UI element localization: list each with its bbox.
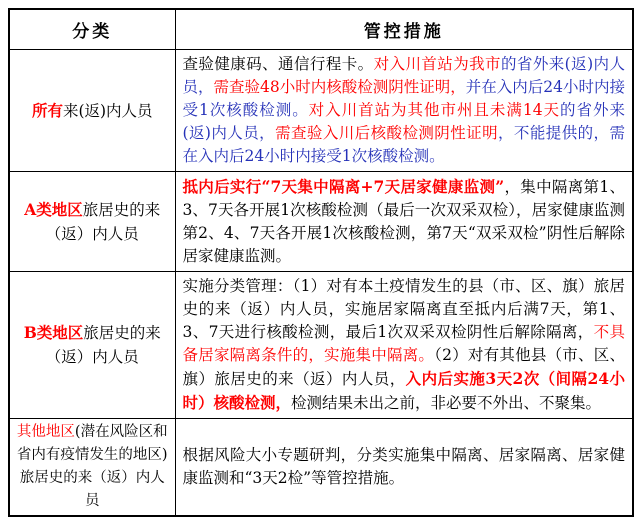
column-header-measures: 管控措施 (175, 9, 633, 50)
text-segment: 并在入内后24小时内接受1次核酸检测。 (182, 78, 625, 119)
text-segment: 来(返)内人员 (62, 101, 153, 120)
text-segment: 的省外来(返)内人员， (182, 55, 625, 96)
header-row (9, 9, 633, 50)
text-segment: 对入川首站为其他市州且未满14天 (308, 101, 561, 119)
text-segment: 旅居史的来（返）内人员 (45, 324, 161, 366)
column-header-category: 分类 (9, 9, 175, 50)
text-segment: B类地区 (23, 323, 84, 342)
text-segment: (潜在风险区和省内有疫情发生的地区)旅居史的来（返）内人员 (16, 424, 168, 509)
text-segment: 所有 (31, 100, 63, 120)
text-segment: 旅居史的来（返）内人员 (45, 200, 161, 243)
category-cell (9, 172, 175, 272)
control-measures-table (8, 8, 634, 517)
text-segment: 抵内后实行“7天集中隔离+7天居家健康监测” (182, 177, 505, 196)
measures-cell (175, 272, 633, 419)
text-segment: ，集中隔离第1、3、7天各开展1次核酸检测（最后一次双采双检），居家健康监测第2、4、7天各开展1次核酸检测，第7天“双采双检”阴性后解除居家健康监测。 (182, 178, 625, 265)
text-segment: 不具备居家隔离条件的，实施集中隔离。 (182, 323, 625, 364)
text-segment: ，不能提供的，需在入内后24小时内接受1次核酸检测。 (182, 124, 625, 165)
category-cell (9, 272, 175, 419)
measures-cell (175, 172, 633, 272)
table-header (9, 9, 633, 50)
text-segment: 入内后实施3天2次（间隔24小时）核酸检测， (182, 369, 625, 412)
text-segment: 需查验入川后核酸检测阴性证明 (275, 124, 498, 142)
text-segment: 根据风险大小专题研判，分类实施集中隔离、居家隔离、居家健康监测和“3天2检”等管控措施。 (182, 446, 625, 487)
text-segment: 实施分类管理：（1）对有本土疫情发生的县（市、区、旗）旅居史的来（返）内人员，实施居家隔离直至抵内后满7天，第1、3、7天进行核酸检测，最后1次双采双检阴性后解除隔离， (182, 277, 625, 341)
text-segment: 检测结果未出之前，非必要不外出、不聚集。 (291, 394, 602, 412)
category-cell (9, 50, 175, 172)
measures-cell (175, 419, 633, 517)
measures-cell (175, 50, 633, 172)
text-segment: 其他地区 (16, 424, 75, 440)
table-row (9, 172, 633, 272)
text-segment: 对入川首站为我市 (373, 55, 501, 73)
text-segment: （2）对有其他县（市、区、旗）旅居史的来（返）内人员， (182, 346, 625, 388)
text-segment: 查验健康码、通信行程卡。 (182, 55, 374, 73)
table-row (9, 50, 633, 172)
table-row (9, 419, 633, 517)
text-segment: 的省外来(返)内人员， (182, 101, 625, 142)
text-segment: 需查验48小时内核酸检测阴性证明， (213, 78, 466, 96)
table-row (9, 272, 633, 419)
text-segment: A类地区 (24, 199, 83, 219)
category-cell (9, 419, 175, 517)
table-body (9, 50, 633, 517)
